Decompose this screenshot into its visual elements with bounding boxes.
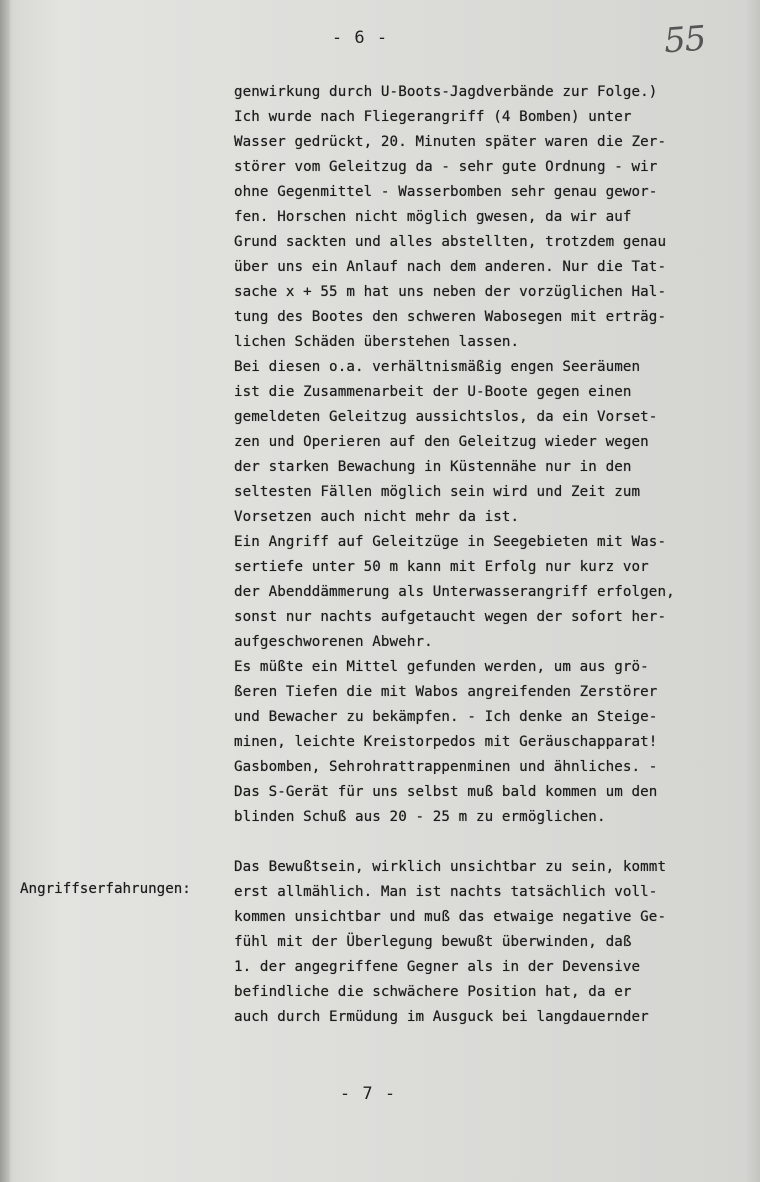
text-line: ßeren Tiefen die mit Wabos angreifenden Zerstörer (234, 684, 658, 700)
text-line: befindliche die schwächere Position hat, da er (234, 984, 632, 1000)
blank-line (234, 830, 754, 855)
text-line: blinden Schuß aus 20 - 25 m zu ermöglichen. (234, 809, 606, 825)
text-line: auch durch Ermüdung im Ausguck bei langdauernder (234, 1009, 649, 1025)
text-line: erst allmählich. Man ist nachts tatsächlich voll- (234, 884, 658, 900)
bottom-page-number: - 7 - (339, 1084, 397, 1104)
text-line: tung des Bootes den schweren Wabosegen mit erträg- (234, 309, 667, 325)
text-line: seltesten Fällen möglich sein wird und Zeit zum (234, 484, 641, 500)
text-line: der Abenddämmerung als Unterwasserangriff erfolgen, (234, 584, 675, 600)
text-line: sertiefe unter 50 m kann mit Erfolg nur kurz vor (234, 559, 649, 575)
text-line: Es müßte ein Mittel gefunden werden, um aus grö- (234, 659, 649, 675)
text-line: zen und Operieren auf den Geleitzug wieder wegen (234, 434, 649, 450)
text-line: genwirkung durch U-Boots-Jagdverbände zur Folge.) (234, 84, 658, 100)
text-line: über uns ein Anlauf nach dem anderen. Nur die Tat- (234, 259, 667, 275)
text-line: Ich wurde nach Fliegerangriff (4 Bomben) unter (234, 109, 632, 125)
text-line: Wasser gedrückt, 20. Minuten später waren die Zer- (234, 134, 667, 150)
text-line: und Bewacher zu bekämpfen. - Ich denke an Steige- (234, 709, 658, 725)
text-line: minen, leichte Kreistorpedos mit Geräuschapparat! (234, 734, 658, 750)
text-line: ohne Gegenmittel - Wasserbomben sehr genau gewor- (234, 184, 658, 200)
top-page-number: - 6 - (331, 28, 389, 48)
text-line: kommen unsichtbar und muß das etwaige negative Ge- (234, 909, 667, 925)
page-edge-shadow (0, 0, 10, 1182)
text-line: Bei diesen o.a. verhältnismäßig engen Seeräumen (234, 359, 641, 375)
text-line: sache x + 55 m hat uns neben der vorzüglichen Hal- (234, 284, 667, 300)
text-line: aufgeschworenen Abwehr. (234, 634, 433, 650)
text-line: Vorsetzen auch nicht mehr da ist. (234, 509, 520, 525)
text-line: sonst nur nachts aufgetaucht wegen der sofort her- (234, 609, 667, 625)
text-line: Das Bewußtsein, wirklich unsichtbar zu sein, kommt (234, 859, 667, 875)
text-line: 1. der angegriffene Gegner als in der Devensive (234, 959, 641, 975)
text-line: Das S-Gerät für uns selbst muß bald kommen um den (234, 784, 658, 800)
text-line: Ein Angriff auf Geleitzüge in Seegebieten mit Was- (234, 534, 667, 550)
text-line: störer vom Geleitzug da - sehr gute Ordnung - wir (234, 159, 658, 175)
typed-body-text (234, 80, 754, 1030)
text-line: ist die Zusammenarbeit der U-Boote gegen einen (234, 384, 632, 400)
section-label-angriffserfahrungen: Angriffserfahrungen: (20, 881, 191, 897)
text-line: gemeldeten Geleitzug aussichtslos, da ein Vorset- (234, 409, 658, 425)
text-line: Gasbomben, Sehrohrattrappenminen und ähnliches. - (234, 759, 658, 775)
archive-number-handwritten: 55 (662, 18, 707, 62)
text-line: fühl mit der Überlegung bewußt überwinden, daß (234, 934, 632, 950)
text-line: lichen Schäden überstehen lassen. (234, 334, 520, 350)
text-line: der starken Bewachung in Küstennähe nur in den (234, 459, 632, 475)
text-line: fen. Horschen nicht möglich gwesen, da wir auf (234, 209, 632, 225)
text-line: Grund sackten und alles abstellten, trotzdem genau (234, 234, 667, 250)
